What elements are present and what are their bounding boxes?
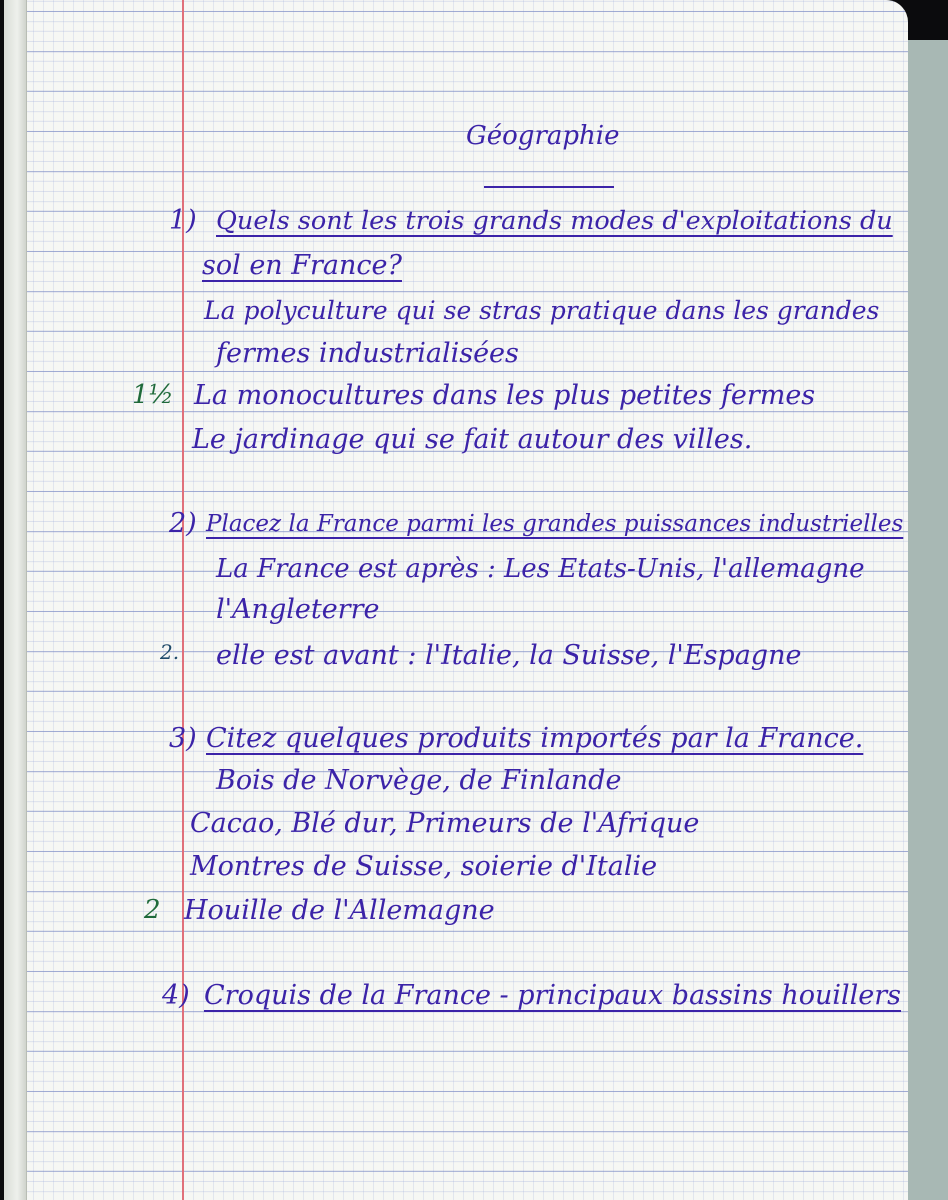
answer-line: La polyculture qui se stras pratique dans les grandes: [204, 296, 880, 325]
notebook-spine: [4, 0, 27, 1200]
answer-line: Montres de Suisse, soierie d'Italie: [190, 851, 658, 882]
question-number: 1): [169, 205, 197, 236]
question-number: 3): [169, 723, 197, 754]
answer-line: l'Angleterre: [216, 594, 380, 625]
grade-mark: 2.: [160, 640, 180, 664]
answer-line: Houille de l'Allemagne: [184, 895, 495, 926]
notebook-page: [4, 0, 908, 1200]
margin-line: [182, 0, 184, 1200]
answer-line: elle est avant : l'Italie, la Suisse, l'Espagne: [216, 640, 802, 671]
question-text: Placez la France parmi les grandes puissances industrielles: [206, 511, 904, 537]
notebook-edge: [908, 40, 948, 1200]
question-text: Quels sont les trois grands modes d'exploitations du: [216, 206, 893, 236]
answer-line: fermes industrialisées: [216, 338, 519, 369]
question-text: Citez quelques produits importés par la France.: [206, 723, 864, 754]
question-text: Croquis de la France - principaux bassins houillers: [204, 980, 902, 1011]
answer-line: La France est après : Les Etats-Unis, l'allemagne: [216, 554, 865, 584]
title-underline: [484, 186, 614, 188]
answer-line: Cacao, Blé dur, Primeurs de l'Afrique: [190, 808, 700, 839]
page-title: Géographie: [466, 121, 620, 151]
answer-line: La monocultures dans les plus petites fermes: [194, 380, 816, 411]
question-number: 2): [169, 508, 197, 539]
question-number: 4): [162, 980, 190, 1011]
answer-line: Bois de Norvège, de Finlande: [216, 765, 622, 796]
answer-line: Le jardinage qui se fait autour des villes.: [192, 424, 753, 455]
grade-mark: 2: [144, 895, 161, 925]
question-text: sol en France?: [202, 250, 402, 281]
grade-mark: 1½: [132, 380, 174, 410]
